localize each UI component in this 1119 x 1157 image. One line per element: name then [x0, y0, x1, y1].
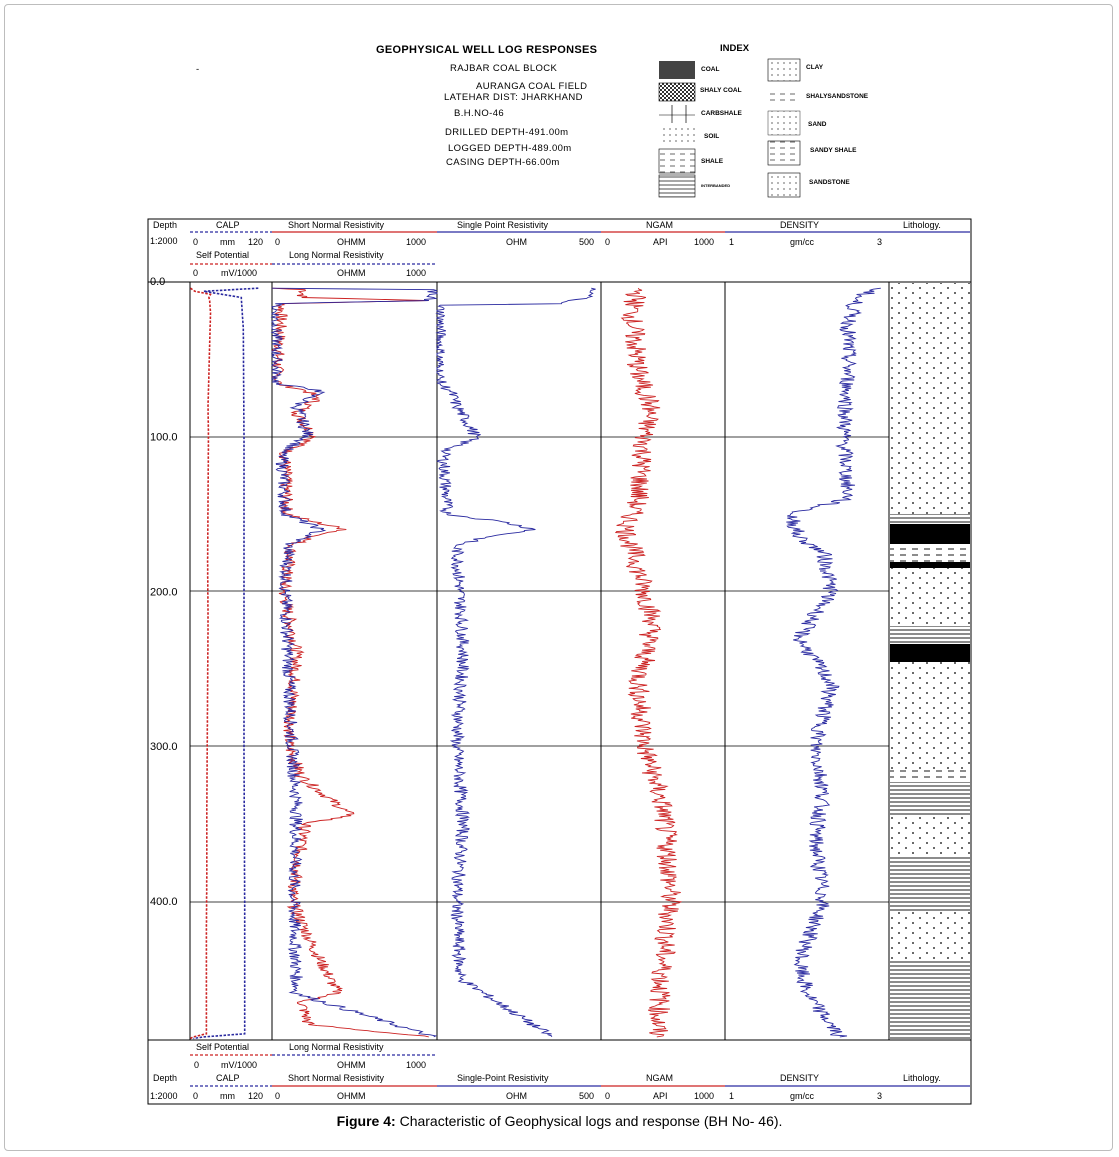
density-max: 3 — [877, 237, 883, 247]
ngam-max: 1000 — [694, 237, 715, 247]
snr-footer: Short Normal Resistivity — [288, 1073, 385, 1083]
legend-label: COAL — [701, 66, 720, 73]
sp-footer: Self Potential — [196, 1042, 250, 1052]
ngam-header: NGAM — [646, 220, 673, 230]
calp-footer-unit: mm — [220, 1091, 235, 1101]
spr-footer-max: 500 — [579, 1091, 595, 1101]
calp-min: 0 — [193, 237, 199, 247]
legend-label: SHALE — [701, 158, 724, 165]
plot-frame — [148, 282, 971, 1040]
lnr-footer-max: 1000 — [406, 1060, 427, 1070]
depth-gridlines — [190, 437, 889, 902]
ngam-unit: API — [653, 237, 668, 247]
legend-label: SHALYSANDSTONE — [806, 93, 869, 100]
header-bh: B.H.NO-46 — [454, 108, 505, 119]
series-self-potential — [190, 288, 210, 1038]
legend-label: SANDSTONE — [809, 179, 850, 186]
series-single-point-resistivity — [437, 288, 596, 1037]
sp-footer-min: 0 — [194, 1060, 200, 1070]
lithology-column — [890, 283, 970, 1040]
footer-box — [148, 1040, 971, 1104]
calp-footer-min: 0 — [193, 1091, 199, 1101]
header-dash: - — [196, 64, 200, 75]
depth-tick-label: 300.0 — [150, 741, 178, 754]
series-ngam — [616, 288, 681, 1037]
density-footer-min: 1 — [729, 1091, 735, 1101]
header-box — [148, 219, 971, 282]
legend-label: SAND — [808, 121, 827, 128]
header-drilled: DRILLED DEPTH-491.00m — [445, 127, 569, 138]
sp-min: 0 — [193, 268, 199, 278]
header-field: AURANGA COAL FIELD — [476, 81, 588, 92]
snr-min: 0 — [275, 237, 281, 247]
snr-max: 1000 — [406, 237, 427, 247]
lnr-footer-unit: OHMM — [337, 1060, 366, 1070]
spr-footer-unit: OHM — [506, 1091, 527, 1101]
legend-label: SANDY SHALE — [810, 147, 857, 154]
index-title: INDEX — [720, 43, 750, 54]
scale-header: 1:2000 — [150, 236, 178, 246]
series-calp — [193, 288, 258, 1038]
lithology-header: Lithology. — [903, 220, 941, 230]
figure-caption — [0, 1113, 1119, 1129]
legend-label: SHALY COAL — [700, 87, 742, 94]
lnr-header: Long Normal Resistivity — [289, 250, 384, 260]
chart-title: GEOPHYSICAL WELL LOG RESPONSES — [376, 44, 598, 56]
legend-label: CARBSHALE — [701, 110, 742, 117]
lnr-max: 1000 — [406, 268, 427, 278]
sp-header: Self Potential — [196, 250, 250, 260]
depth-tick-label: 100.0 — [150, 431, 178, 444]
spr-header: Single Point Resistivity — [457, 220, 549, 230]
spr-max: 500 — [579, 237, 595, 247]
lithology-footer: Lithology. — [903, 1073, 941, 1083]
sp-unit: mV/1000 — [221, 268, 258, 278]
calp-max: 120 — [248, 237, 264, 247]
ngam-min: 0 — [605, 237, 611, 247]
ngam-footer-unit: API — [653, 1091, 668, 1101]
density-unit: gm/cc — [790, 237, 815, 247]
caption-label: Figure 4: — [336, 1113, 396, 1129]
depth-footer: Depth — [153, 1073, 178, 1083]
depth-tick-label: 0.0 — [150, 276, 166, 288]
depth-header: Depth — [153, 220, 178, 230]
caption-text: Characteristic of Geophysical logs and response (BH No- 46). — [395, 1113, 783, 1129]
snr-unit: OHMM — [337, 237, 366, 247]
depth-tick-label: 200.0 — [150, 586, 178, 599]
density-footer-max: 3 — [877, 1091, 883, 1101]
depth-tick-label: 400.0 — [150, 895, 178, 908]
sp-footer-unit: mV/1000 — [221, 1060, 258, 1070]
lnr-unit: OHMM — [337, 268, 366, 278]
header-logged: LOGGED DEPTH-489.00m — [448, 143, 572, 154]
calp-footer-max: 120 — [248, 1091, 264, 1101]
density-min: 1 — [729, 237, 735, 247]
density-footer: DENSITY — [780, 1073, 820, 1083]
snr-footer-min: 0 — [275, 1091, 281, 1101]
header-casing: CASING DEPTH-66.00m — [446, 157, 560, 168]
series-density — [786, 288, 881, 1037]
calp-footer: CALP — [216, 1073, 240, 1083]
legend-label: INTERBANDED — [701, 183, 731, 188]
spr-footer: Single-Point Resistivity — [457, 1073, 549, 1083]
scale-footer: 1:2000 — [150, 1091, 178, 1101]
calp-header: CALP — [216, 220, 240, 230]
density-footer-unit: gm/cc — [790, 1091, 815, 1101]
lnr-footer: Long Normal Resistivity — [289, 1042, 384, 1052]
legend-label: CLAY — [806, 64, 824, 71]
snr-footer-unit: OHMM — [337, 1091, 366, 1101]
snr-header: Short Normal Resistivity — [288, 220, 385, 230]
legend-label: SOIL — [704, 133, 720, 140]
ngam-footer-min: 0 — [605, 1091, 611, 1101]
density-header: DENSITY — [780, 220, 820, 230]
calp-unit: mm — [220, 237, 235, 247]
spr-unit: OHM — [506, 237, 527, 247]
header-block: RAJBAR COAL BLOCK — [450, 63, 558, 74]
header-district: LATEHAR DIST: JHARKHAND — [444, 92, 583, 103]
ngam-footer: NGAM — [646, 1073, 673, 1083]
ngam-footer-max: 1000 — [694, 1091, 715, 1101]
